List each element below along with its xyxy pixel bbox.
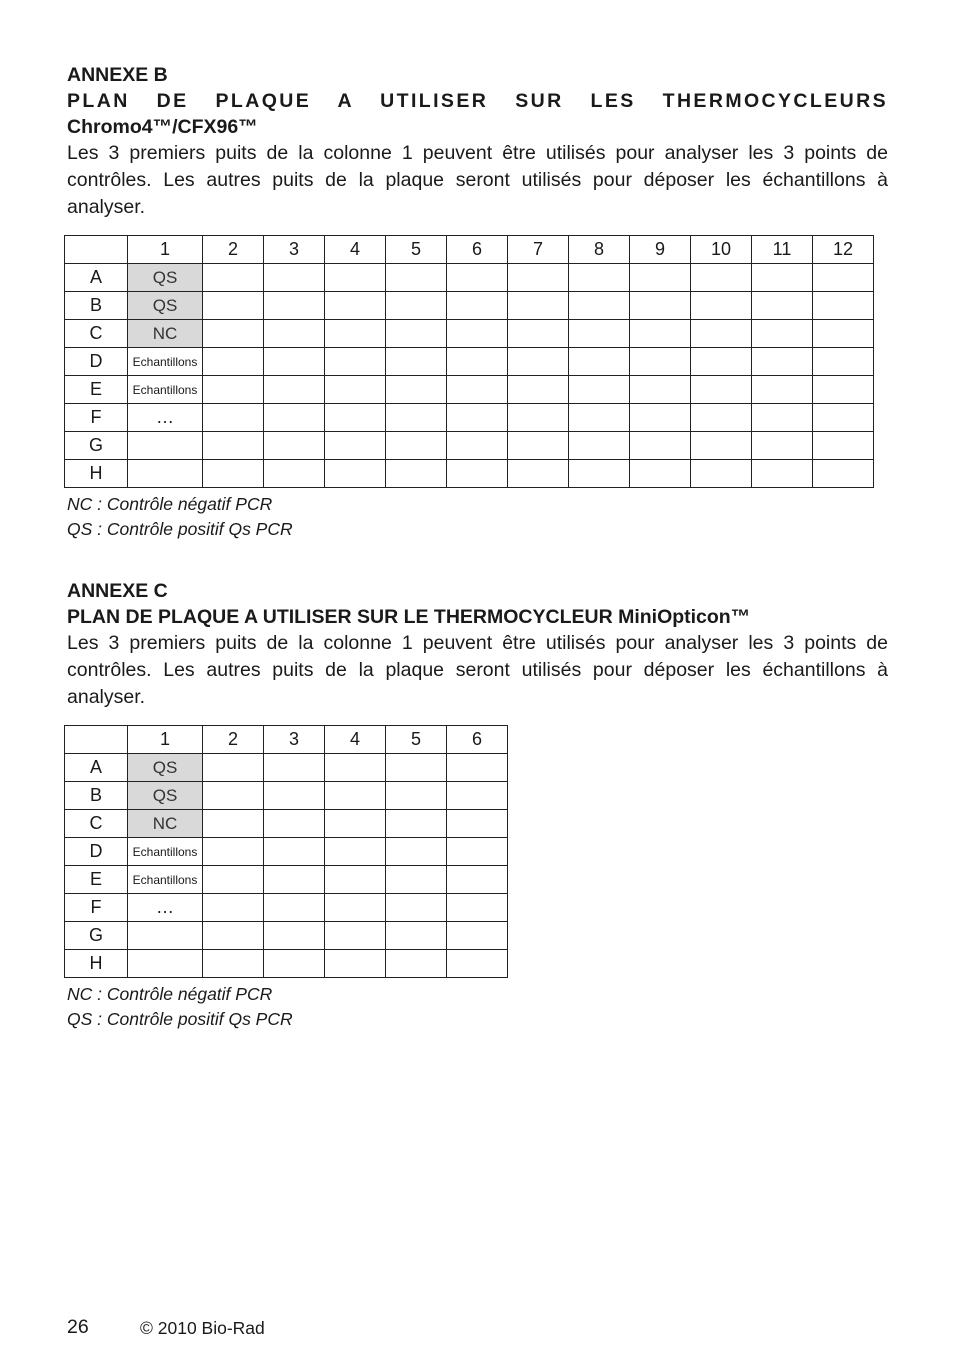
well-cell: QS	[128, 292, 203, 320]
header-row	[65, 726, 508, 754]
well-cell	[128, 950, 203, 978]
well-cell	[325, 320, 386, 348]
well-cell	[752, 376, 813, 404]
well-cell	[630, 348, 691, 376]
well-cell	[325, 894, 386, 922]
well-cell	[325, 782, 386, 810]
well-cell	[813, 348, 874, 376]
well-cell	[264, 320, 325, 348]
row-label: G	[65, 922, 128, 950]
well-cell	[447, 404, 508, 432]
well-cell	[752, 292, 813, 320]
column-header: 2	[203, 726, 264, 754]
well-cell	[447, 838, 508, 866]
well-cell	[264, 404, 325, 432]
row-label: B	[65, 292, 128, 320]
well-cell	[264, 922, 325, 950]
well-cell	[325, 348, 386, 376]
table-row	[65, 838, 508, 866]
well-cell	[447, 348, 508, 376]
well-cell	[325, 376, 386, 404]
well-cell	[447, 754, 508, 782]
column-header: 4	[325, 726, 386, 754]
well-cell	[813, 264, 874, 292]
column-header: 6	[447, 726, 508, 754]
well-cell	[264, 810, 325, 838]
well-cell	[203, 782, 264, 810]
well-cell	[508, 432, 569, 460]
well-cell	[569, 376, 630, 404]
well-cell: QS	[128, 782, 203, 810]
well-cell	[447, 782, 508, 810]
well-cell	[813, 292, 874, 320]
well-cell	[386, 838, 447, 866]
well-cell	[691, 460, 752, 488]
copyright-text: © 2010 Bio-Rad	[140, 1318, 265, 1338]
column-header: 3	[264, 726, 325, 754]
annex-c-plate-table	[64, 725, 508, 978]
well-cell	[813, 404, 874, 432]
well-cell	[752, 264, 813, 292]
annex-b-plate-table	[64, 235, 874, 488]
annex-b-subtitle-line1: PLAN DE PLAQUE A UTILISER SUR LES THERMOCYCLEURS	[67, 90, 888, 112]
well-cell	[569, 460, 630, 488]
corner-cell	[65, 236, 128, 264]
well-cell: NC	[128, 810, 203, 838]
well-cell	[325, 810, 386, 838]
table-row	[65, 320, 874, 348]
column-header: 11	[752, 236, 813, 264]
well-cell	[264, 838, 325, 866]
well-cell	[264, 376, 325, 404]
well-cell	[386, 264, 447, 292]
well-cell	[569, 264, 630, 292]
row-label: E	[65, 866, 128, 894]
annex-c-section	[67, 578, 888, 1032]
well-cell: NC	[128, 320, 203, 348]
well-cell: Echantillons	[128, 838, 203, 866]
corner-cell	[65, 726, 128, 754]
well-cell	[447, 460, 508, 488]
annex-b-legend-nc: NC : Contrôle négatif PCR	[67, 494, 273, 514]
well-cell	[325, 838, 386, 866]
well-cell	[447, 264, 508, 292]
well-cell	[203, 432, 264, 460]
well-cell	[630, 460, 691, 488]
well-cell	[447, 922, 508, 950]
well-cell	[325, 292, 386, 320]
well-cell	[264, 950, 325, 978]
row-label: C	[65, 810, 128, 838]
table-row	[65, 754, 508, 782]
table-row	[65, 376, 874, 404]
page-footer	[67, 1316, 265, 1339]
table-row	[65, 866, 508, 894]
well-cell	[508, 348, 569, 376]
well-cell	[630, 292, 691, 320]
well-cell	[508, 404, 569, 432]
well-cell	[569, 292, 630, 320]
well-cell	[813, 320, 874, 348]
well-cell	[386, 432, 447, 460]
column-header: 3	[264, 236, 325, 264]
table-row	[65, 348, 874, 376]
annex-c-paragraph: Les 3 premiers puits de la colonne 1 peuvent être utilisés pour analyser les 3 points de contrôles. Les autres puits de la plaque seront utilisés pour déposer les échantillons à analyser.	[67, 632, 888, 708]
column-header: 1	[128, 726, 203, 754]
row-label: A	[65, 264, 128, 292]
well-cell	[264, 348, 325, 376]
column-header: 5	[386, 726, 447, 754]
well-cell	[813, 432, 874, 460]
row-label: F	[65, 404, 128, 432]
well-cell	[447, 432, 508, 460]
well-cell: …	[128, 404, 203, 432]
well-cell	[569, 404, 630, 432]
well-cell	[630, 264, 691, 292]
well-cell	[264, 894, 325, 922]
column-header: 2	[203, 236, 264, 264]
well-cell	[264, 866, 325, 894]
row-label: C	[65, 320, 128, 348]
annex-c-subtitle: PLAN DE PLAQUE A UTILISER SUR LE THERMOCYCLEUR MiniOpticon™	[67, 606, 751, 628]
well-cell	[325, 922, 386, 950]
well-cell	[569, 320, 630, 348]
annex-b-section	[67, 62, 888, 542]
well-cell	[203, 404, 264, 432]
well-cell	[203, 376, 264, 404]
annex-b-title: ANNEXE B	[67, 64, 168, 86]
well-cell	[508, 264, 569, 292]
well-cell	[264, 460, 325, 488]
well-cell	[752, 460, 813, 488]
well-cell	[386, 348, 447, 376]
well-cell	[325, 404, 386, 432]
well-cell	[630, 432, 691, 460]
table-row	[65, 292, 874, 320]
well-cell	[691, 320, 752, 348]
well-cell	[447, 376, 508, 404]
well-cell	[386, 754, 447, 782]
well-cell	[508, 460, 569, 488]
well-cell: Echantillons	[128, 376, 203, 404]
annex-b-subtitle-line2: Chromo4™/CFX96™	[67, 116, 258, 138]
well-cell	[447, 866, 508, 894]
annex-c-title: ANNEXE C	[67, 580, 168, 602]
well-cell	[203, 264, 264, 292]
well-cell	[203, 348, 264, 376]
well-cell	[264, 432, 325, 460]
well-cell	[203, 320, 264, 348]
well-cell	[813, 376, 874, 404]
table-row	[65, 460, 874, 488]
well-cell	[508, 292, 569, 320]
well-cell	[203, 838, 264, 866]
well-cell	[691, 348, 752, 376]
column-header: 5	[386, 236, 447, 264]
row-label: E	[65, 376, 128, 404]
row-label: D	[65, 348, 128, 376]
well-cell	[508, 376, 569, 404]
header-row	[65, 236, 874, 264]
row-label: B	[65, 782, 128, 810]
well-cell	[691, 376, 752, 404]
well-cell	[386, 404, 447, 432]
well-cell	[447, 894, 508, 922]
well-cell	[386, 782, 447, 810]
well-cell	[203, 894, 264, 922]
well-cell	[752, 348, 813, 376]
well-cell	[325, 264, 386, 292]
well-cell	[813, 460, 874, 488]
well-cell	[630, 376, 691, 404]
well-cell	[203, 754, 264, 782]
annex-c-legend-nc: NC : Contrôle négatif PCR	[67, 984, 273, 1004]
well-cell: QS	[128, 754, 203, 782]
annex-b-paragraph: Les 3 premiers puits de la colonne 1 peuvent être utilisés pour analyser les 3 points de contrôles. Les autres puits de la plaque seront utilisés pour déposer les échantillons à analyser.	[67, 142, 888, 218]
well-cell: QS	[128, 264, 203, 292]
well-cell	[386, 810, 447, 838]
column-header: 1	[128, 236, 203, 264]
well-cell	[447, 810, 508, 838]
well-cell	[508, 320, 569, 348]
well-cell	[386, 894, 447, 922]
well-cell	[386, 922, 447, 950]
well-cell	[447, 292, 508, 320]
well-cell	[264, 782, 325, 810]
well-cell	[203, 866, 264, 894]
column-header: 9	[630, 236, 691, 264]
well-cell	[203, 950, 264, 978]
well-cell	[569, 348, 630, 376]
table-row	[65, 432, 874, 460]
well-cell	[386, 320, 447, 348]
page-number: 26	[67, 1316, 89, 1338]
row-label: F	[65, 894, 128, 922]
table-row	[65, 950, 508, 978]
row-label: G	[65, 432, 128, 460]
well-cell: Echantillons	[128, 348, 203, 376]
row-label: H	[65, 950, 128, 978]
table-row	[65, 922, 508, 950]
row-label: D	[65, 838, 128, 866]
well-cell	[264, 264, 325, 292]
table-row	[65, 894, 508, 922]
column-header: 12	[813, 236, 874, 264]
well-cell	[752, 432, 813, 460]
well-cell	[691, 264, 752, 292]
well-cell	[447, 950, 508, 978]
well-cell	[447, 320, 508, 348]
well-cell	[128, 460, 203, 488]
well-cell	[128, 922, 203, 950]
well-cell	[386, 376, 447, 404]
well-cell	[752, 320, 813, 348]
well-cell	[325, 754, 386, 782]
column-header: 4	[325, 236, 386, 264]
well-cell	[264, 754, 325, 782]
well-cell	[691, 404, 752, 432]
well-cell	[630, 404, 691, 432]
well-cell	[325, 460, 386, 488]
annex-b-legend-qs: QS : Contrôle positif Qs PCR	[67, 519, 293, 539]
well-cell	[752, 404, 813, 432]
well-cell	[325, 950, 386, 978]
well-cell	[386, 460, 447, 488]
table-row	[65, 404, 874, 432]
well-cell: Echantillons	[128, 866, 203, 894]
well-cell	[325, 866, 386, 894]
well-cell	[128, 432, 203, 460]
well-cell	[386, 866, 447, 894]
column-header: 7	[508, 236, 569, 264]
well-cell	[691, 432, 752, 460]
column-header: 8	[569, 236, 630, 264]
column-header: 10	[691, 236, 752, 264]
row-label: A	[65, 754, 128, 782]
row-label: H	[65, 460, 128, 488]
well-cell	[325, 432, 386, 460]
table-row	[65, 782, 508, 810]
column-header: 6	[447, 236, 508, 264]
well-cell	[569, 432, 630, 460]
table-row	[65, 264, 874, 292]
well-cell	[264, 292, 325, 320]
well-cell	[691, 292, 752, 320]
well-cell	[386, 292, 447, 320]
well-cell	[203, 922, 264, 950]
well-cell: …	[128, 894, 203, 922]
well-cell	[203, 810, 264, 838]
well-cell	[203, 292, 264, 320]
well-cell	[386, 950, 447, 978]
annex-c-legend-qs: QS : Contrôle positif Qs PCR	[67, 1009, 293, 1029]
well-cell	[630, 320, 691, 348]
well-cell	[203, 460, 264, 488]
table-row	[65, 810, 508, 838]
